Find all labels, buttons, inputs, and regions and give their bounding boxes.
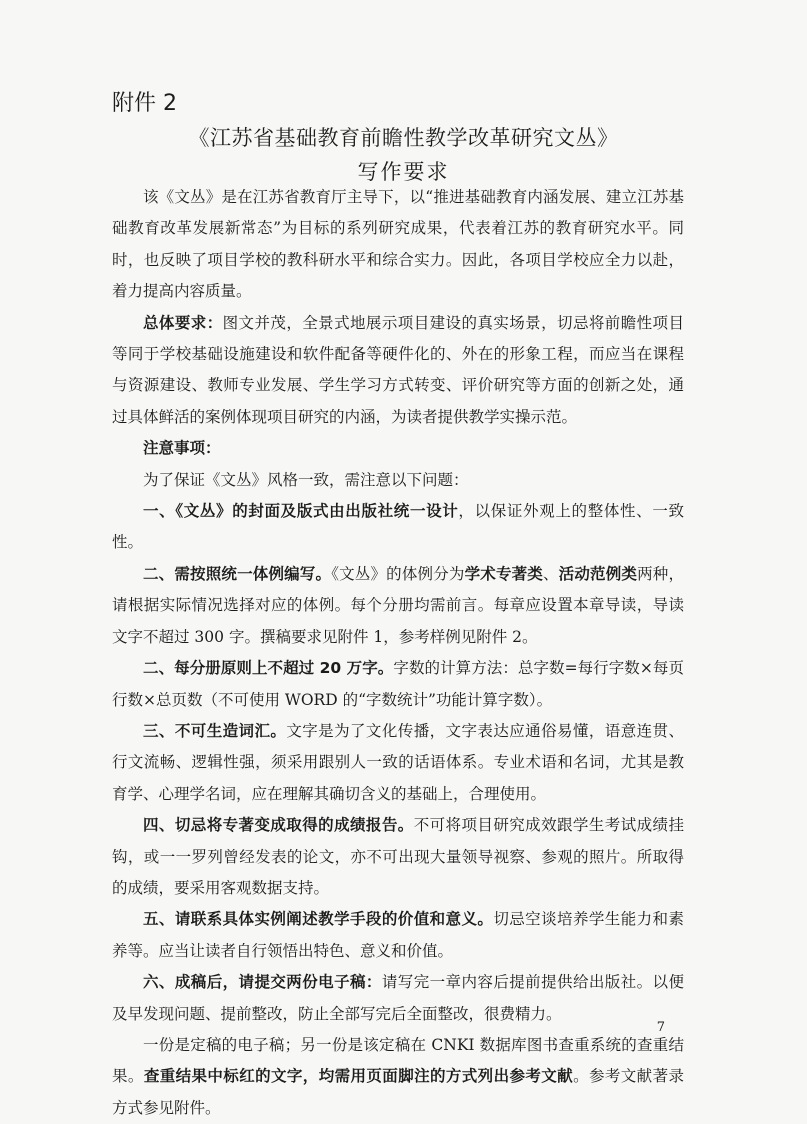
note-item-2-text-a: 《文丛》的体例分为: [331, 564, 465, 583]
attachment-label: 附件 2: [112, 91, 177, 116]
note-item-4-heading: 三、不可生造词汇。: [143, 721, 287, 740]
note-item-3: [112, 653, 684, 716]
document-body: [112, 182, 684, 1124]
note-item-4: [112, 716, 684, 810]
note-item-6-heading: 五、请联系具体实例阐述教学手段的价值和意义。: [143, 910, 494, 929]
note-item-1-heading: 一、《文丛》的封面及版式由出版社统一设计: [143, 502, 459, 521]
note-item-8-emphasis: 查重结果中标红的文字，均需用页面脚注的方式列出参考文献: [143, 1067, 574, 1086]
note-item-5: [112, 810, 684, 904]
note-item-3-text: 字数的计算方法：总字数=每行字数×每页行数×总页数（不可使用 WORD 的“字数统计”功能计算字数）。: [112, 659, 684, 709]
note-item-4-text: 文字是为了文化传播，文字表达应通俗易懂，语意连贯、行文流畅、逻辑性强，须采用跟别人一致的话语体系。专业术语和名词，尤其是教育学、心理学名词，应在理解其确切含义的基础上，合理使用。: [112, 721, 684, 803]
overall-requirements-label: 总体要求：: [143, 313, 223, 332]
note-item-5-heading: 四、切忌将专著变成取得的成绩报告。: [143, 816, 414, 835]
note-item-2: [112, 559, 684, 653]
note-item-8-text-a: 一份是定稿的电子稿；另一份是该定稿在 CNKI 数据库图书查重系统的查重结果。: [112, 1035, 684, 1086]
note-item-6: [112, 904, 684, 967]
overall-requirements-paragraph: [112, 308, 684, 434]
document-title: 《江苏省基础教育前瞻性教学改革研究文丛》: [188, 126, 619, 150]
intro-paragraph: 该《文丛》是在江苏省教育厅主导下，以“推进基础教育内涵发展、建立江苏基础教育改革发展新常态”为目标的系列研究成果，代表着江苏的教育研究水平。同时，也反映了项目学校的教科研水平和综合实力。因此，各项目学校应全力以赴，着力提高内容质量。: [112, 188, 684, 301]
note-item-2-text-b: 两种，请根据实际情况选择对应的体例。每个分册均需前言。每章应设置本章导读，导读文字不超过 300 字。撰稿要求见附件 1，参考样例见附件 2。: [112, 564, 684, 646]
notes-heading: 注意事项：: [143, 439, 221, 458]
notes-intro: 为了保证《文丛》风格一致，需注意以下问题：: [143, 470, 469, 489]
page-number: 7: [656, 1020, 665, 1035]
note-item-7: [112, 967, 684, 1030]
note-item-2-heading: 二、需按照统一体例编写。: [143, 564, 332, 583]
note-item-8-text-b: 。参考文献著录方式参见附件。: [112, 1067, 684, 1117]
note-item-2-type-activity: 活动范例类: [558, 564, 638, 583]
note-item-6-text: 切忌空谈培养学生能力和素养等。应当让读者自行领悟出特色、意义和价值。: [112, 910, 684, 960]
note-item-8: [112, 1030, 684, 1124]
note-item-2-separator: 、: [542, 564, 559, 583]
note-item-2-type-academic: 学术专著类: [464, 564, 543, 583]
note-item-3-heading: 二、每分册原则上不超过 20 万字。: [143, 659, 394, 678]
note-item-1-text: ，以保证外观上的整体性、一致性。: [112, 502, 684, 552]
note-item-7-heading: 六、成稿后，请提交两份电子稿：: [143, 973, 382, 992]
document-subtitle: 写作要求: [357, 160, 450, 184]
note-item-7-text: 请写完一章内容后提前提供给出版社。以便及早发现问题、提前整改，防止全部写完后全面整改，很费精力。: [112, 973, 684, 1023]
overall-requirements-text: 图文并茂，全景式地展示项目建设的真实场景，切忌将前瞻性项目等同于学校基础设施建设和软件配备等硬件化的、外在的形象工程，而应当在课程与资源建设、教师专业发展、学生学习方式转变、评价研究等方面的创新之处，通过具体鲜活的案例体现项目研究的内涵，为读者提供教学实操示范。: [112, 313, 684, 426]
note-item-5-text: 不可将项目研究成效跟学生考试成绩挂钩，或一一罗列曾经发表的论文，亦不可出现大量领导视察、参观的照片。所取得的成绩，要采用客观数据支持。: [112, 816, 684, 897]
note-item-1: [112, 496, 684, 559]
